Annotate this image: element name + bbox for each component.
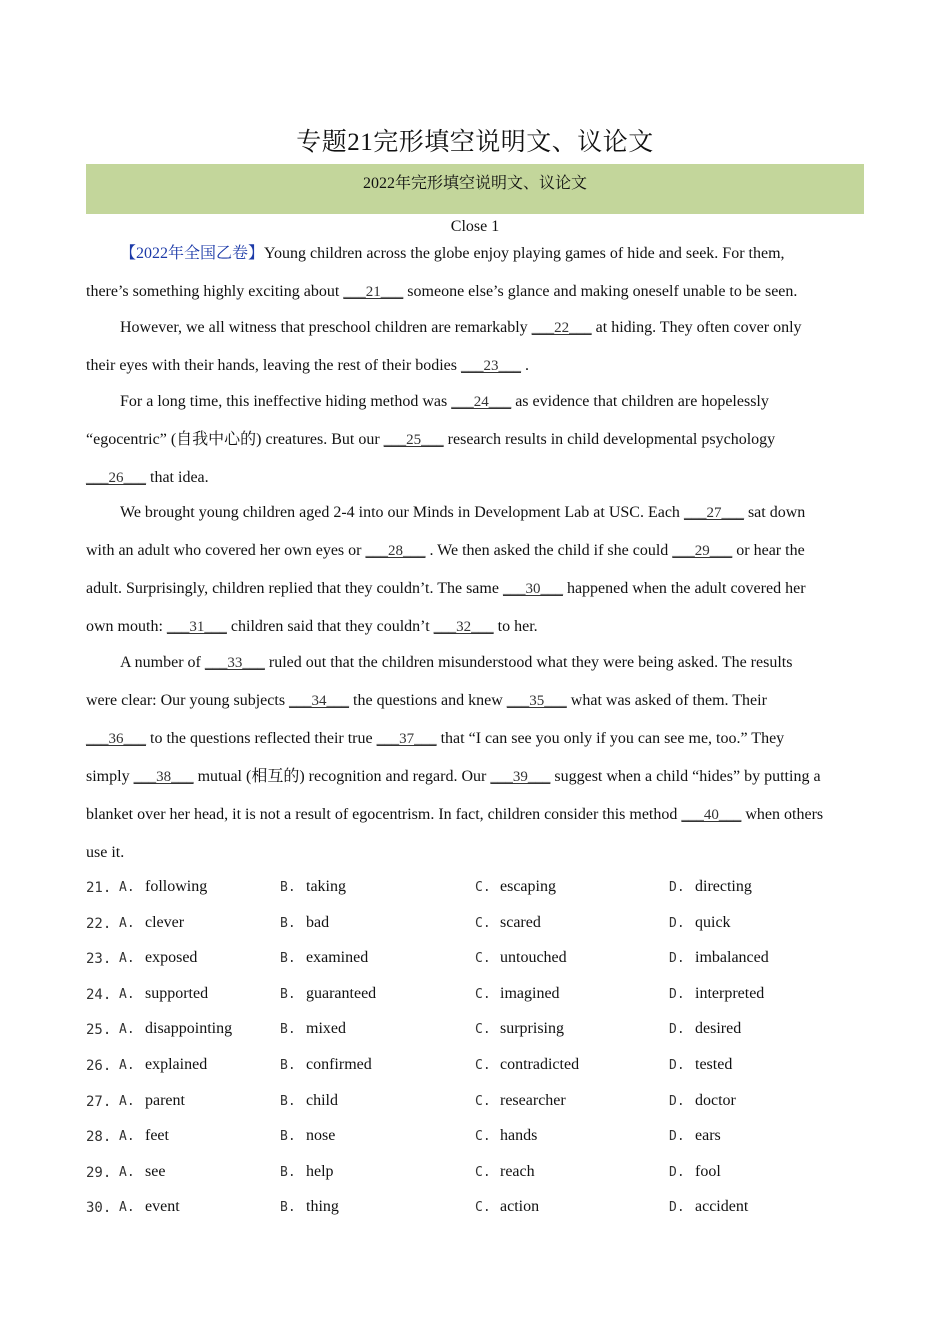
option-letter: C. (475, 1022, 491, 1038)
option-letter: C. (475, 1164, 491, 1180)
option-letter: A. (119, 1164, 135, 1180)
option-b[interactable]: guaranteed (306, 984, 377, 1002)
option-d[interactable]: doctor (695, 1091, 736, 1109)
option-letter: B. (280, 986, 296, 1002)
passage-line: However, we all witness that preschool children are remarkably ___22___ at hiding. They often cover only (120, 317, 802, 339)
question-row (86, 985, 886, 1007)
option-letter: A. (119, 1022, 135, 1038)
blank-30[interactable]: ___30___ (502, 581, 563, 597)
option-letter: B. (280, 1058, 296, 1073)
option-d[interactable]: accident (695, 1198, 749, 1216)
page-title: 专题21完形填空说明文、议论文 (296, 129, 654, 156)
question-number: 24. (86, 986, 112, 1003)
question-number: 22. (86, 915, 112, 932)
option-b[interactable]: thing (306, 1198, 339, 1216)
option-letter: A. (119, 915, 135, 931)
question-row (86, 914, 886, 936)
passage-line: For a long time, this ineffective hiding method was ___24___ as evidence that children are hopelessly (120, 391, 769, 413)
option-letter: C. (475, 1058, 491, 1073)
passage-line: blanket over her head, it is not a result of egocentrism. In fact, children consider this method ___40___ when others (86, 804, 823, 826)
question-number: 28. (86, 1129, 112, 1146)
option-letter: A. (119, 986, 135, 1002)
question-row (86, 1056, 886, 1078)
option-letter: D. (669, 951, 685, 967)
blank-23[interactable]: ___23___ (461, 358, 522, 374)
passage-line: own mouth: ___31___ children said that they couldn’t ___32___ to her. (86, 616, 538, 638)
question-row (86, 1092, 886, 1114)
option-letter: D. (669, 915, 685, 931)
option-b[interactable]: taking (306, 878, 346, 895)
option-c[interactable]: action (500, 1198, 540, 1216)
blank-37[interactable]: ___37___ (376, 731, 437, 747)
passage-line: were clear: Our young subjects ___34___ the questions and knew ___35___ what was asked of them. Their (86, 690, 767, 712)
passage-line: their eyes with their hands, leaving the rest of their bodies ___23___ . (86, 355, 529, 377)
blank-40[interactable]: ___40___ (681, 807, 742, 823)
passage-line: use it. (86, 844, 125, 861)
option-letter: B. (280, 880, 296, 895)
option-letter: D. (669, 1093, 685, 1109)
blank-38[interactable]: ___38___ (133, 769, 194, 785)
option-letter: A. (119, 1200, 135, 1216)
option-b[interactable]: help (306, 1162, 334, 1180)
question-number: 29. (86, 1164, 112, 1181)
option-a[interactable]: clever (145, 913, 185, 931)
blank-35[interactable]: ___35___ (506, 693, 567, 709)
option-a[interactable]: feet (145, 1127, 169, 1145)
option-b[interactable]: examined (306, 949, 369, 967)
passage-line: “egocentric” (自我中心的) creatures. But our ___25___ research results in child developmental psychology (86, 429, 775, 451)
option-a[interactable]: disappointing (145, 1020, 233, 1038)
passage-line: A number of ___33___ ruled out that the children misunderstood what they were being asked. The results (120, 652, 792, 674)
passage-line: simply ___38___ mutual (相互的) recognition and regard. Our ___39___ suggest when a child “hides” by putting a (86, 766, 821, 788)
question-row (86, 949, 886, 971)
passage-line: with an adult who covered her own eyes or ___28___ . We then asked the child if she could ___29___ or hear the (86, 540, 805, 562)
option-letter: A. (119, 880, 135, 895)
option-a[interactable]: see (145, 1162, 166, 1180)
option-letter: B. (280, 1129, 296, 1145)
blank-28[interactable]: ___28___ (365, 543, 426, 559)
option-c[interactable]: imagined (500, 984, 560, 1002)
passage-line: ___36___ to the questions reflected their true ___37___ that “I can see you only if you can see me, too.” They (86, 728, 784, 750)
option-letter: B. (280, 1200, 296, 1216)
blank-39[interactable]: ___39___ (490, 769, 551, 785)
blank-25[interactable]: ___25___ (383, 432, 444, 448)
option-d[interactable]: imbalanced (695, 949, 769, 967)
option-letter: D. (669, 1058, 685, 1073)
question-number: 23. (86, 951, 112, 968)
passage-line: adult. Surprisingly, children replied that they couldn’t. The same ___30___ happened when the adult covered her (86, 578, 806, 600)
option-letter: C. (475, 951, 491, 967)
option-letter: D. (669, 1129, 685, 1145)
question-row (86, 878, 886, 900)
option-a[interactable]: event (145, 1198, 180, 1216)
option-a[interactable]: parent (145, 1091, 185, 1109)
question-number: 21. (86, 880, 112, 896)
option-d[interactable]: fool (695, 1162, 721, 1180)
blank-33[interactable]: ___33___ (204, 655, 265, 671)
question-row (86, 1198, 886, 1220)
option-d[interactable]: tested (695, 1056, 733, 1073)
option-letter: C. (475, 1093, 491, 1109)
option-letter: A. (119, 951, 135, 967)
question-number: 27. (86, 1093, 112, 1110)
option-letter: C. (475, 1129, 491, 1145)
passage-line: 【2022年全国乙卷】Young children across the globe enjoy playing games of hide and seek. For them, (120, 245, 785, 262)
option-a[interactable]: exposed (145, 949, 198, 967)
banner-title: 2022年完形填空说明文、议论文 (362, 175, 587, 192)
passage-line: We brought young children aged 2-4 into our Minds in Development Lab at USC. Each ___27___ sat down (120, 502, 805, 524)
option-b[interactable]: confirmed (306, 1056, 372, 1073)
option-letter: B. (280, 1093, 296, 1109)
option-letter: C. (475, 880, 491, 895)
question-row (86, 1127, 886, 1149)
option-b[interactable]: child (306, 1091, 338, 1109)
question-number: 25. (86, 1022, 112, 1039)
section-banner (86, 164, 864, 214)
blank-21[interactable]: ___21___ (343, 284, 404, 300)
option-letter: C. (475, 986, 491, 1002)
option-letter: D. (669, 1200, 685, 1216)
option-c[interactable]: researcher (500, 1091, 566, 1109)
option-d[interactable]: desired (695, 1020, 742, 1038)
option-c[interactable]: scared (500, 913, 541, 931)
question-number: 30. (86, 1200, 112, 1217)
option-d[interactable]: ears (695, 1127, 721, 1145)
passage-line: there’s something highly exciting about ___21___ someone else’s glance and making oneself unable to be seen. (86, 281, 797, 303)
close-heading: Close 1 (450, 218, 500, 235)
option-letter: D. (669, 880, 685, 895)
option-letter: B. (280, 1022, 296, 1038)
option-letter: A. (119, 1093, 135, 1109)
blank-27[interactable]: ___27___ (683, 505, 744, 521)
question-number: 26. (86, 1058, 112, 1074)
option-letter: B. (280, 1164, 296, 1180)
option-letter: D. (669, 1022, 685, 1038)
option-d[interactable]: interpreted (695, 984, 765, 1002)
option-letter: B. (280, 951, 296, 967)
option-letter: C. (475, 1200, 491, 1216)
option-a[interactable]: supported (145, 984, 209, 1002)
option-letter: B. (280, 915, 296, 931)
question-row (86, 1020, 886, 1042)
blank-24[interactable]: ___24___ (451, 394, 512, 410)
blank-26[interactable]: ___26___ (86, 470, 146, 486)
option-b[interactable]: mixed (306, 1020, 346, 1038)
passage-line: ___26___ that idea. (86, 467, 209, 489)
blank-32[interactable]: ___32___ (433, 619, 494, 635)
blank-22[interactable]: ___22___ (531, 320, 592, 336)
blank-31[interactable]: ___31___ (166, 619, 227, 635)
option-a[interactable]: following (145, 878, 208, 895)
option-letter: D. (669, 1164, 685, 1180)
blank-36[interactable]: ___36___ (86, 731, 146, 747)
option-b[interactable]: nose (306, 1127, 336, 1145)
blank-29[interactable]: ___29___ (672, 543, 733, 559)
option-c[interactable]: reach (500, 1162, 535, 1180)
option-b[interactable]: bad (306, 913, 330, 931)
option-c[interactable]: untouched (500, 949, 567, 967)
question-row (86, 1163, 886, 1185)
option-letter: A. (119, 1129, 135, 1145)
option-d[interactable]: directing (695, 878, 752, 895)
option-letter: C. (475, 915, 491, 931)
option-letter: A. (119, 1058, 135, 1073)
source-label: 【2022年全国乙卷】 (120, 245, 265, 262)
option-c[interactable]: escaping (500, 878, 556, 895)
option-c[interactable]: surprising (500, 1020, 564, 1038)
option-a[interactable]: explained (145, 1056, 208, 1073)
option-c[interactable]: hands (500, 1127, 538, 1145)
option-c[interactable]: contradicted (500, 1056, 580, 1073)
option-letter: D. (669, 986, 685, 1002)
blank-34[interactable]: ___34___ (289, 693, 350, 709)
option-d[interactable]: quick (695, 913, 731, 931)
